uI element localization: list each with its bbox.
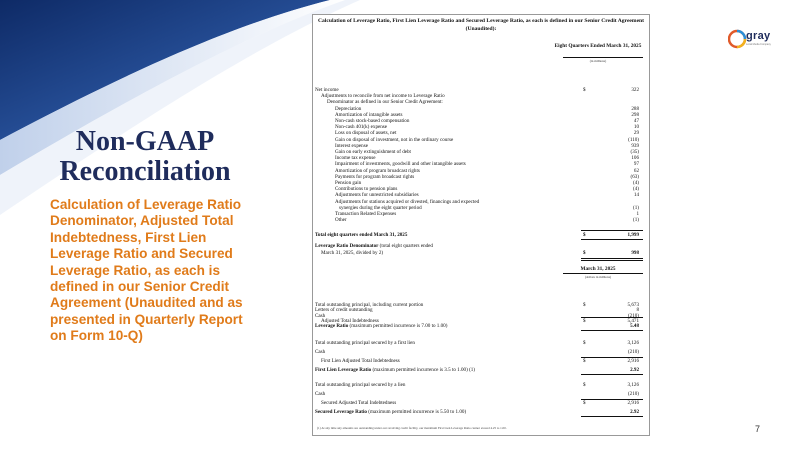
fl-label-bold: First Lien Leverage Ratio [315, 367, 372, 373]
row-label: Cash [315, 312, 326, 319]
row-value: 14 [633, 192, 639, 199]
row-value: (4) [633, 186, 639, 193]
row-value: 29 [633, 130, 639, 137]
lr-label-bold: Leverage Ratio [315, 323, 349, 329]
row-currency: $ [583, 382, 586, 388]
fl-value: 2.92 [630, 367, 639, 373]
row-label: Net income [315, 87, 339, 93]
row-value: 97 [633, 161, 639, 168]
row-label: Secured Adjusted Total Indebtedness [321, 400, 397, 406]
row-label: Other [335, 217, 347, 224]
subtotal-rule [581, 399, 643, 400]
row-label: Non-cash stock-based compensation [335, 118, 410, 124]
row-value: 1 [636, 211, 639, 217]
lrd-label-rest: (total eight quarters ended [379, 243, 433, 249]
row-value: 8 [636, 307, 639, 314]
subtotal-rule [581, 230, 643, 231]
subtotal-rule [581, 317, 643, 318]
fl-rule [581, 374, 643, 375]
row-label: Total outstanding principal, including current portion [315, 302, 424, 308]
row-value: 5,471 [627, 318, 639, 325]
row-value: 62 [633, 167, 639, 174]
sr-label-rest: (maximum permitted incurrence is 5.50 to 1.00) [368, 409, 467, 415]
fl-label-rest: (maximum permitted incurrence is 3.5 to 1.00) (1) [372, 367, 476, 373]
page-number: 7 [755, 424, 761, 434]
row-label: First Lien Adjusted Total Indebtedness [321, 358, 400, 364]
row-currency: $ [583, 232, 586, 238]
row-label: Transaction Related Expenses [335, 211, 397, 217]
row-label: synergies during the eight quarter period [339, 204, 422, 211]
column-header-eight-quarters: Eight Quarters Ended March 31, 2025 [554, 43, 642, 49]
lrd-label-line2: March 31, 2025, divided by 2) [321, 250, 384, 256]
row-value: 3,126 [627, 340, 639, 346]
row-value: 5,673 [627, 302, 639, 308]
row-label: Denominator as defined in our Senior Credit Agreement: [327, 99, 443, 106]
row-value: 106 [631, 155, 639, 162]
row-label: Contributions to pension plans [335, 186, 398, 193]
row-value: 10 [633, 124, 639, 131]
row-label: Adjusted Total Indebtedness [321, 318, 379, 325]
row-value: 47 [633, 118, 639, 124]
lr-rule [581, 330, 643, 331]
row-currency: $ [583, 87, 586, 93]
row-value: 3,126 [627, 382, 639, 388]
sr-rule [581, 416, 643, 417]
row-value: (210) [627, 349, 639, 355]
row-label: Total outstanding principal secured by a first lien [315, 340, 415, 346]
row-label: Amortization of intangible assets [335, 111, 403, 118]
row-currency: $ [583, 358, 586, 364]
row-label: Letters of credit outstanding [315, 307, 373, 314]
sr-value: 2.92 [630, 409, 639, 415]
lrd-currency: $ [583, 250, 586, 256]
row-label: Total outstanding principal secured by a lien [315, 382, 406, 388]
lr-label-rest: (maximum permitted incurrence is 7.00 to 1.00) [349, 323, 448, 329]
row-value: (1) [633, 204, 639, 211]
row-label: Adjustments for stations acquired or divested, financings and expected [335, 198, 480, 205]
header-rule [563, 57, 643, 58]
row-label: Non-cash 401(k) expense [335, 124, 388, 131]
row-value: 939 [631, 142, 639, 149]
row-value: (63) [630, 173, 639, 180]
page-subtitle: Calculation of Leverage Ratio Denominator, Adjusted Total Indebtedness, First Lien Leverage Ratio and Secured Leverage Ratio, as each is defined in our Senior Credit Agreement (Unaudited and as presented in Quarterly Report on Form 10-Q) [50, 197, 243, 344]
row-value: 2,916 [627, 358, 639, 364]
reconciliation-table [312, 14, 650, 436]
row-value: (210) [627, 391, 639, 397]
row-label: Pension gain [335, 180, 362, 186]
row-value: (1) [633, 217, 639, 224]
subtotal-rule [581, 357, 643, 358]
row-label: Loss on disposal of assets, net [335, 130, 397, 137]
row-value: 322 [631, 87, 639, 93]
column-note-millions: (in millions) [589, 59, 607, 63]
page-title: Non-GAAP Reconciliation [59, 126, 231, 187]
footnote: (1) At any time any amounts are outstanding under our revolving credit facility, our maximum First Lien Leverage Ratio cannot exceed 4.25 to 1.00. [317, 426, 507, 430]
row-value: 288 [631, 105, 639, 112]
column-note-dollars: (dollars in millions) [584, 275, 612, 279]
row-label: Adjustments to reconcile from net income to Leverage Ratio [321, 93, 445, 100]
row-label: Depreciation [335, 105, 362, 112]
row-value: 298 [631, 111, 639, 118]
row-label: Amortization of program broadcast rights [335, 167, 420, 174]
logo-tagline: Local Media Company [746, 43, 771, 46]
row-label: Adjustments for unrestricted subsidiaries [335, 192, 419, 199]
row-value: (35) [630, 149, 639, 155]
row-label: Income tax expense [335, 155, 376, 162]
row-label: Payments for program broadcast rights [335, 173, 415, 180]
lrd-double-rule-2 [581, 260, 643, 261]
table-title: Calculation of Leverage Ratio, First Lien Leverage Ratio and Secured Leverage Ratio, as each is defined in our Senior Credit Agreement (Unaudited): [317, 18, 645, 32]
total-rule [581, 239, 643, 240]
row-value: (210) [627, 312, 639, 319]
column-header-march: March 31, 2025 [580, 266, 616, 272]
row-value: 2,916 [627, 400, 639, 406]
logo-name: gray [746, 30, 771, 42]
lrd-label-bold: Leverage Ratio Denominator [315, 243, 379, 249]
lrd-value: 998 [631, 250, 639, 256]
row-label: Cash [315, 349, 326, 355]
row-value: 1,999 [627, 232, 639, 238]
row-label: Total eight quarters ended March 31, 2025 [315, 232, 408, 238]
row-label: Gain on early extinguishment of debt [335, 149, 411, 155]
header-rule-2 [563, 273, 643, 274]
row-value: (4) [633, 180, 639, 186]
sr-label-bold: Secured Leverage Ratio [315, 409, 367, 415]
row-label: Impairment of investments, goodwill and other intangible assets [335, 161, 466, 168]
row-currency: $ [583, 318, 586, 325]
row-label: Interest expense [335, 142, 368, 149]
row-value: (110) [628, 136, 639, 143]
row-currency: $ [583, 340, 586, 346]
row-currency: $ [583, 302, 586, 308]
row-label: Gain on disposal of investment, not in the ordinary course [335, 136, 454, 143]
row-currency: $ [583, 400, 586, 406]
lr-value: 5.48 [630, 323, 639, 329]
row-label: Cash [315, 391, 326, 397]
